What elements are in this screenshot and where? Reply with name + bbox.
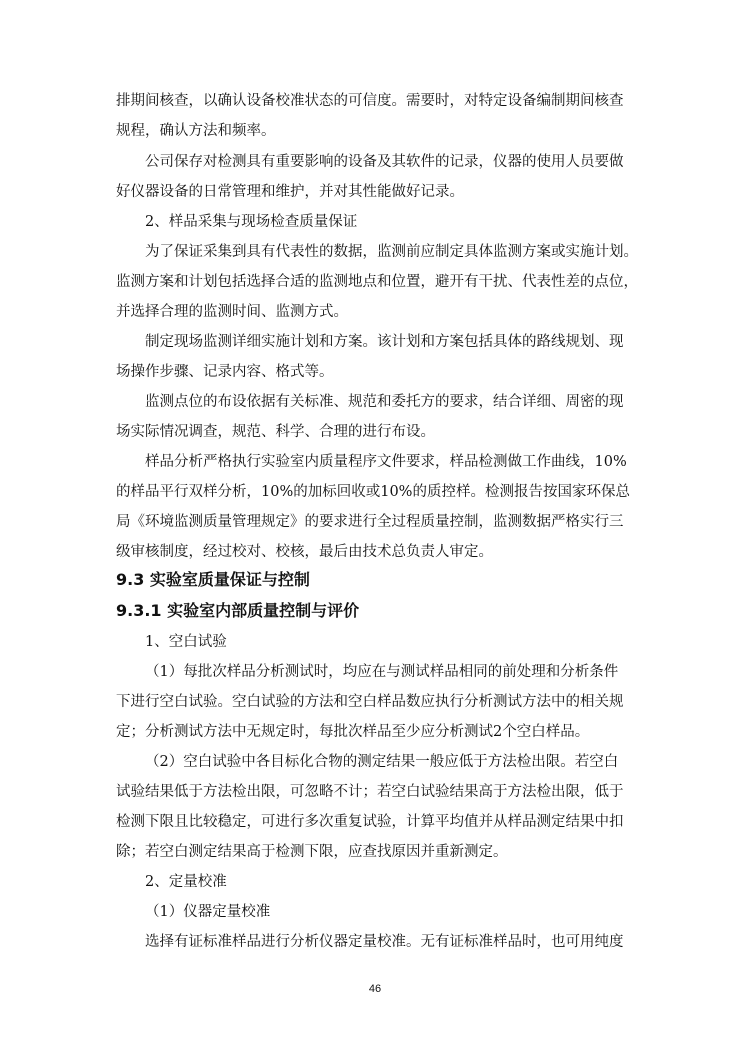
paragraph-line: 场实际情况调查，规范、科学、合理的进行布设。 [116,424,435,440]
subsection-label: 2、定量校准 [145,874,227,890]
paragraph-line: 监测点位的布设依据有关标准、规范和委托方的要求，结合详细、周密的现 [145,394,624,410]
subsection-label: 2、样品采集与现场检查质量保证 [145,214,358,230]
subsection-label: 1、空白试验 [145,634,227,650]
paragraph-line: （2）空白试验中各目标化合物的测定结果一般应低于方法检出限。若空白 [145,754,619,770]
subsection-heading: 9.3.1 实验室内部质量控制与评价 [116,601,360,620]
paragraph-line: 公司保存对检测具有重要影响的设备及其软件的记录，仪器的使用人员要做 [145,154,624,170]
paragraph-line: 局《环境监测质量管理规定》的要求进行全过程质量控制，监测数据严格实行三 [116,514,624,530]
paragraph-line: 场操作步骤、记录内容、格式等。 [116,364,334,380]
page-number: 46 [368,983,382,995]
paragraph-line: 选择有证标准样品进行分析仪器定量校准。无有证标准样品时，也可用纯度 [145,934,624,950]
paragraph-line: 监测方案和计划包括选择合适的监测地点和位置，避开有干扰、代表性差的点位， [116,274,638,290]
paragraph-line: 除；若空白测定结果高于检测下限，应查找原因并重新测定。 [116,844,508,860]
subsection-label: （1）仪器定量校准 [145,904,271,920]
paragraph-line: 并选择合理的监测时间、监测方式。 [116,304,348,320]
paragraph-line: 规程，确认方法和频率。 [116,123,276,139]
paragraph-line: 好仪器设备的日常管理和维护，并对其性能做好记录。 [116,184,464,200]
section-heading: 9.3 实验室质量保证与控制 [116,570,310,589]
paragraph-line: 下进行空白试验。空白试验的方法和空白样品数应执行分析测试方法中的相关规 [116,694,624,710]
paragraph-line: 定；分析测试方法中无规定时，每批次样品至少应分析测试2个空白样品。 [116,724,590,740]
paragraph-line: 检测下限且比较稳定，可进行多次重复试验，计算平均值并从样品测定结果中扣 [116,814,624,830]
paragraph-line: 样品分析严格执行实验室内质量程序文件要求，样品检测做工作曲线，10% [145,454,627,470]
paragraph-line: 制定现场监测详细实施计划和方案。该计划和方案包括具体的路线规划、现 [145,334,624,350]
paragraph-line: 级审核制度，经过校对、校核，最后由技术总负责人审定。 [116,544,493,560]
paragraph-line: 排期间核查，以确认设备校准状态的可信度。需要时，对特定设备编制期间核查 [116,93,624,109]
paragraph-line: 试验结果低于方法检出限，可忽略不计；若空白试验结果高于方法检出限，低于 [116,784,624,800]
paragraph-line: （1）每批次样品分析测试时，均应在与测试样品相同的前处理和分析条件 [145,664,619,680]
paragraph-line: 的样品平行双样分析，10%的加标回收或10%的质控样。检测报告按国家环保总 [116,484,630,500]
paragraph-line: 为了保证采集到具有代表性的数据，监测前应制定具体监测方案或实施计划。 [145,244,638,260]
